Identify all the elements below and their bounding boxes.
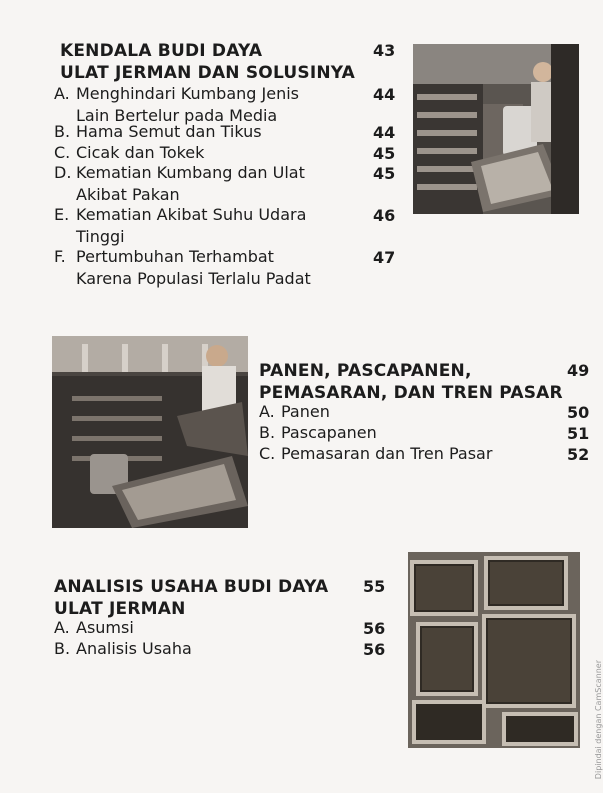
toc-page-1e: 46: [373, 206, 396, 225]
item-letter: D.: [54, 163, 72, 182]
toc-page-3a: 56: [363, 619, 386, 638]
item-letter: A.: [259, 402, 275, 421]
toc-page-1c: 45: [373, 144, 396, 163]
item-letter: B.: [259, 423, 276, 442]
section-3-page: 55: [363, 577, 386, 596]
scanner-watermark: Dipindai dengan CamScanner: [594, 660, 603, 780]
section-1-title-line2: ULAT JERMAN DAN SOLUSINYA: [60, 63, 356, 83]
toc-item-3b[interactable]: [54, 638, 192, 660]
toc-item-1d[interactable]: [54, 162, 305, 206]
item-label-cont: Karena Populasi Terlalu Padat: [76, 269, 311, 288]
item-label: Menghindari Kumbang Jenis: [76, 84, 299, 103]
toc-item-1e[interactable]: [54, 204, 306, 248]
section-2-title-line1: PANEN, PASCAPANEN,: [259, 361, 472, 381]
item-letter: A.: [54, 84, 70, 103]
toc-item-2b[interactable]: [259, 422, 377, 444]
toc-page-1f: 47: [373, 248, 396, 267]
photo-worker-sifting: [52, 336, 248, 528]
toc-page-2c: 52: [567, 445, 590, 464]
item-label-cont: Lain Bertelur pada Media: [76, 106, 278, 125]
section-1-page: 43: [373, 41, 396, 60]
section-3-title-line2: ULAT JERMAN: [54, 599, 186, 619]
toc-page-2a: 50: [567, 403, 590, 422]
toc-item-3a[interactable]: [54, 617, 134, 639]
toc-item-1f[interactable]: [54, 246, 311, 290]
section-2-title-line2: PEMASARAN, DAN TREN PASAR: [259, 383, 563, 403]
item-label: Pemasaran dan Tren Pasar: [281, 444, 493, 463]
item-label: Hama Semut dan Tikus: [76, 122, 262, 141]
photo-worker-trays: [413, 44, 579, 214]
toc-page-1d: 45: [373, 164, 396, 183]
item-label: Pascapanen: [281, 423, 377, 442]
item-label-cont: Tinggi: [76, 227, 125, 246]
item-label: Kematian Akibat Suhu Udara: [76, 205, 307, 224]
item-label: Asumsi: [76, 618, 134, 637]
toc-item-2c[interactable]: [259, 443, 492, 465]
toc-page-1a: 44: [373, 85, 396, 104]
photo-trays: [408, 552, 580, 748]
item-letter: F.: [54, 247, 66, 266]
item-letter: C.: [54, 143, 71, 162]
item-label: Analisis Usaha: [76, 639, 192, 658]
toc-item-2a[interactable]: [259, 401, 330, 423]
item-label: Panen: [281, 402, 330, 421]
section-2-page: 49: [567, 361, 590, 380]
toc-page-2b: 51: [567, 424, 590, 443]
item-letter: A.: [54, 618, 70, 637]
toc-item-1c[interactable]: [54, 142, 204, 164]
section-1-title-line1: KENDALA BUDI DAYA: [60, 41, 263, 61]
item-letter: C.: [259, 444, 276, 463]
toc-page-1b: 44: [373, 123, 396, 142]
item-letter: B.: [54, 122, 71, 141]
item-label: Kematian Kumbang dan Ulat: [76, 163, 305, 182]
section-3-title-line1: ANALISIS USAHA BUDI DAYA: [54, 577, 329, 597]
toc-item-1b[interactable]: [54, 121, 262, 143]
item-letter: B.: [54, 639, 71, 658]
item-label-cont: Akibat Pakan: [76, 185, 180, 204]
item-label: Pertumbuhan Terhambat: [76, 247, 274, 266]
item-label: Cicak dan Tokek: [76, 143, 205, 162]
item-letter: E.: [54, 205, 70, 224]
toc-page-3b: 56: [363, 640, 386, 659]
